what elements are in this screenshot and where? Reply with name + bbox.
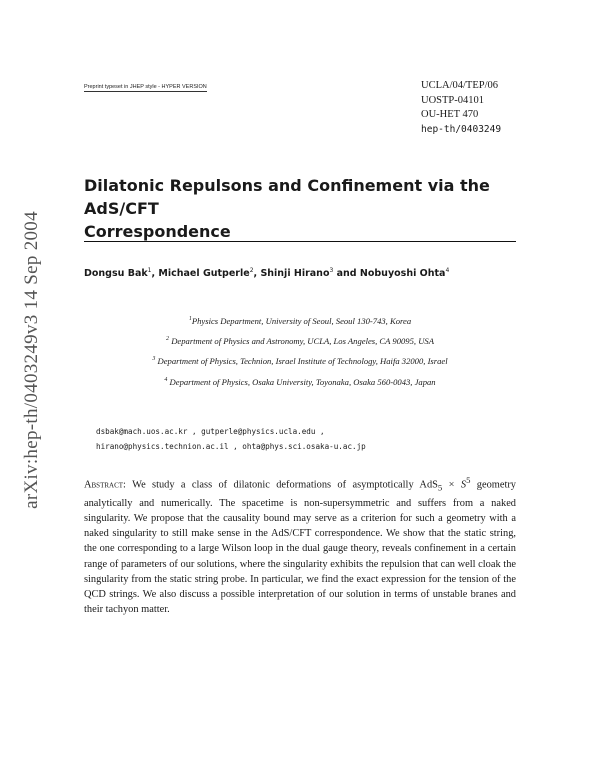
abstract-subscript: 5 <box>437 482 443 493</box>
abstract-text-intro: We study a class of dilatonic deformations of asymptotically AdS <box>132 479 438 491</box>
abstract-superscript: 5 <box>466 475 471 485</box>
email-list <box>96 424 366 454</box>
abstract-label: Abstract <box>84 479 124 491</box>
report-number: UCLA/04/TEP/06 <box>421 80 499 91</box>
affiliation-text: Physics Department, University of Seoul, Seoul 130-743, Korea <box>191 316 412 326</box>
author-list <box>84 267 449 279</box>
affiliation <box>80 336 520 346</box>
affiliation <box>80 377 520 387</box>
author-separator: , <box>151 268 159 280</box>
title-line-1: Dilatonic Repulsons and Confinement via the AdS/CFT <box>84 176 490 218</box>
report-number: UOSTP-04101 <box>421 94 485 106</box>
title-line-2: Correspondence <box>84 222 231 241</box>
abstract-sphere: S <box>460 479 467 491</box>
author-mark: 2 <box>249 267 254 274</box>
author-name: Shinji Hirano <box>260 268 330 280</box>
author-name: Dongsu Bak <box>84 268 148 280</box>
arxiv-side-stamp <box>12 210 52 510</box>
paper-title <box>84 174 524 243</box>
abstract-text-body: geometry analytically and numerically. The spacetime is non-supersymmetric and suffers from a naked singularity. We propose that the causality bound may serve as a criterion for such a geometry with a naked singularity to still make sense in the AdS/CFT correspondence. We show that the static string, the one corresponding to a large Wilson loop in the dual gauge theory, reveals confinement in a certain range of parameters of our solutions, where the singularity exhibits the repulsion that can well cloak the singularity from the static string probe. In particular, we find the exact expression for the tension of the QCD strings. We also discuss a possible interpretation of our solution in terms of unstable branes and their tachyon matter. <box>84 479 517 616</box>
affiliation-mark: 4 <box>164 377 168 384</box>
affiliation-text: Department of Physics and Astronomy, UCLA, Los Angeles, CA 90095, USA <box>171 336 434 346</box>
email-line: dsbak@mach.uos.ac.kr , gutperle@physics.ucla.edu , <box>96 427 325 436</box>
arxiv-identifier: arXiv:hep-th/0403249v3 14 Sep 2004 <box>21 211 42 509</box>
author-mark: 3 <box>329 267 334 274</box>
affiliation-text: Department of Physics, Technion, Israel Institute of Technology, Haifa 32000, Israel <box>157 356 448 366</box>
affiliation <box>80 316 520 326</box>
author-separator: , <box>253 268 261 280</box>
author-conjunction: and <box>333 268 360 280</box>
author-mark: 4 <box>445 267 450 274</box>
abstract: Abstract: We study a class of dilatonic deformations of asymptotically $AdS_5 \times S^5$ geometry analytically and numerically. The spacetime is non-supersymmetric and suffers from a naked singularity. We propose that the causality bound may serve as a criterion for such a geometry with a naked singularity to still make sense in the AdS/CFT correspondence. We show that the static string, the one corresponding to a large Wilson loop in the dual gauge theory, reveals confinement in a certain range of parameters of our solutions, where the singularity exhibits the repulsion that can well cloak the singularity from the static string probe. In particular, we find the exact expression for the tension of the QCD strings. We also discuss a possible interpretation of our solution in terms of unstable branes and their tachyon matter. <box>84 475 517 616</box>
affiliation-text: Department of Physics, Osaka University, Toyonaka, Osaka 560-0043, Japan <box>169 377 436 387</box>
email-line: hirano@physics.technion.ac.il , ohta@phys.sci.osaka-u.ac.jp <box>96 442 366 451</box>
affiliation-mark: 2 <box>166 336 170 343</box>
affiliation-mark: 3 <box>152 356 156 363</box>
report-number: OU-HET 470 <box>421 109 479 120</box>
arxiv-number: hep-th/0403249 <box>421 123 502 135</box>
author-name: Nobuyoshi Ohta <box>359 268 446 280</box>
preprint-note: Preprint typeset in JHEP style - HYPER VERSION <box>84 84 207 90</box>
abstract-times: × <box>442 479 461 491</box>
author-name: Michael Gutperle <box>158 268 250 280</box>
author-mark: 1 <box>147 267 152 274</box>
affiliation-mark: 1 <box>188 316 192 323</box>
affiliation <box>80 356 520 366</box>
report-numbers <box>421 79 501 137</box>
title-rule <box>84 241 516 242</box>
